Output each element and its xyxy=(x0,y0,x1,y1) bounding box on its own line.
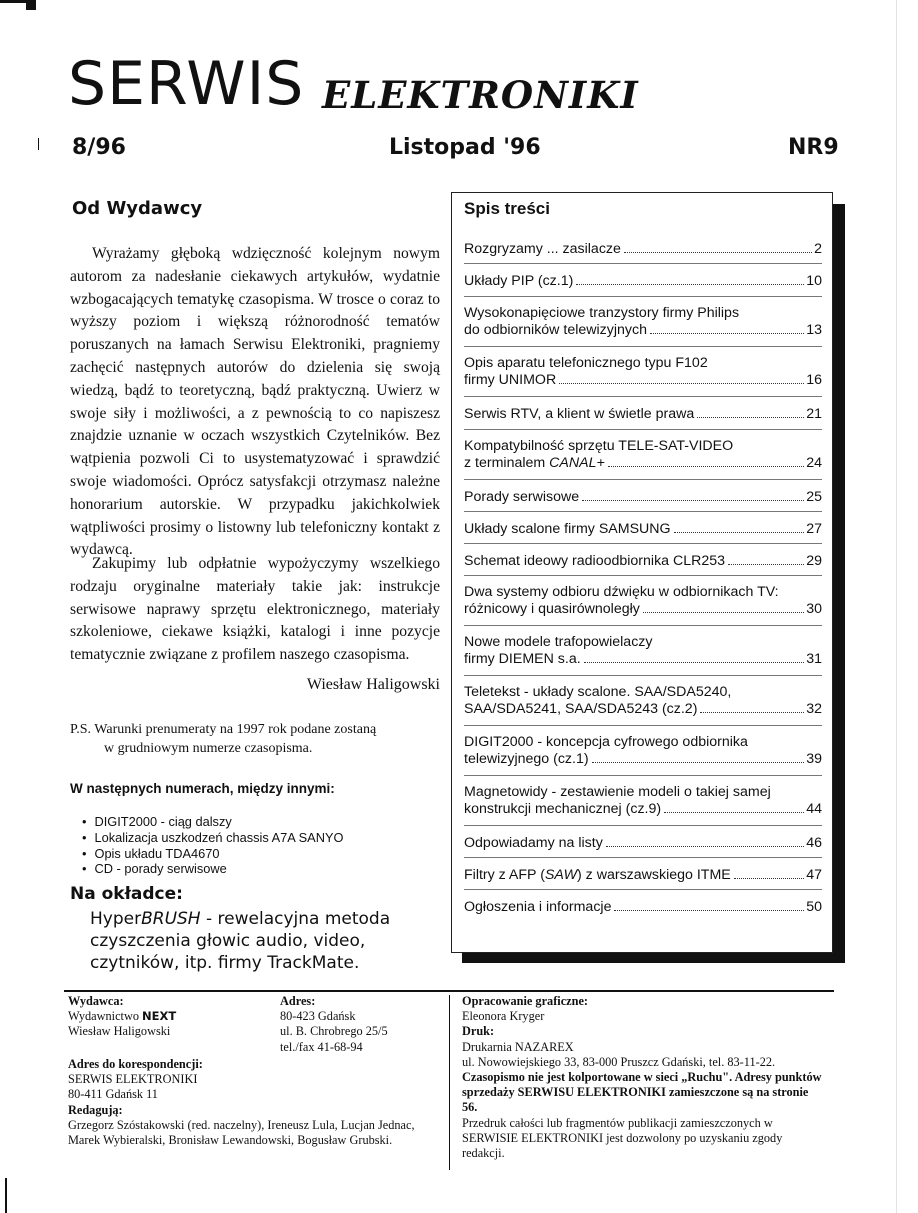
toc-leader-dots xyxy=(559,383,804,384)
toc-leader-dots xyxy=(697,417,804,418)
address-phone: tel./fax 41-68-94 xyxy=(280,1039,363,1054)
toc-separator xyxy=(464,625,822,626)
toc-entry-title: Porady serwisowe xyxy=(464,489,580,505)
cover-heading: Na okładce: xyxy=(70,884,183,904)
toc-entry-title: firmy UNIMOR xyxy=(464,372,557,388)
toc-leader-dots xyxy=(606,846,804,847)
toc-leader-dots xyxy=(582,500,804,501)
toc-page-number: 47 xyxy=(806,867,822,883)
toc-leader-dots xyxy=(728,564,804,565)
cover-brand: Hyper xyxy=(90,909,142,929)
toc-entry-row xyxy=(464,701,822,718)
editors-text: Grzegorz Szóstakowski (red. naczelny), Ireneusz Lula, Lucjan Jednac, Marek Wybieralski, Bronisław Lewandowski, Bogusław Grubski. xyxy=(68,1117,415,1148)
toc-entry-row xyxy=(464,835,822,852)
issue-number: 8/96 xyxy=(72,135,126,160)
publisher-label: Wydawca: xyxy=(68,994,124,1008)
toc-page-number: 31 xyxy=(806,651,822,667)
toc-leader-dots xyxy=(614,910,804,911)
graphic-name: Eleonora Kryger xyxy=(462,1009,545,1024)
distribution-notice: Czasopismo nie jest kolportowane w sieci „Ruchu". Adresy punktów sprzedaży SERWISU ELEKTRONIKI zamieszczone są na stronie 56. xyxy=(462,1070,822,1115)
toc-entry-title: konstrukcji mechanicznej (cz.9) xyxy=(464,801,662,817)
address-line: 80-423 Gdańsk xyxy=(280,1009,356,1024)
editorial-signature: Wiesław Haligowski xyxy=(306,676,440,693)
next-issues-list xyxy=(82,814,343,877)
address-label: Adres: xyxy=(280,994,316,1008)
toc-page-number: 2 xyxy=(814,241,822,257)
toc-separator xyxy=(464,263,822,264)
toc-page-number: 50 xyxy=(806,899,822,915)
list-item: • CD - porady serwisowe xyxy=(82,861,343,877)
toc-leader-dots xyxy=(584,662,805,663)
toc-entry-row xyxy=(464,553,822,570)
correspondence-label: Adres do korespondencji: xyxy=(68,1057,203,1071)
publisher-brand: NEXT xyxy=(142,1009,177,1024)
publisher-block xyxy=(68,994,268,1040)
toc-page-number: 21 xyxy=(806,406,822,422)
footer-column-divider xyxy=(449,995,450,1170)
toc-entry-row xyxy=(464,455,822,472)
toc-italic-term: CANAL+ xyxy=(549,455,605,471)
toc-entry-row xyxy=(464,489,822,506)
print-name: Drukarnia NAZAREX xyxy=(462,1039,574,1054)
footer-divider xyxy=(64,990,834,992)
toc-separator xyxy=(464,296,822,297)
toc-entry-title: do odbiorników telewizyjnych xyxy=(464,322,647,338)
editorial-text: Zakupimy lub odpłatnie wypożyczymy wszelkiego rodzaju oryginalne materiały takie jak: instrukcje serwisowe naprawy sprzętu elektronicznego, materiały szkoleniowe, ciekawe książki, katalogi i inne pozycje tematycznie związane z profilem naszego czasopisma. xyxy=(70,555,440,664)
list-item: • Opis układu TDA4670 xyxy=(82,846,343,862)
toc-entry-row xyxy=(464,521,822,538)
postscript-line: P.S. Warunki prenumeraty na 1997 rok podane zostaną xyxy=(70,722,377,737)
toc-entry-row xyxy=(464,406,822,423)
masthead-subtitle: ELEKTRONIKI xyxy=(322,73,639,117)
toc-entry-title: Teletekst - układy scalone. SAA/SDA5240, xyxy=(464,684,732,700)
toc-separator xyxy=(464,543,822,544)
toc-entry xyxy=(464,899,822,916)
toc-entry-title: Dwa systemy odbioru dźwięku w odbiornikach TV: xyxy=(464,584,779,600)
issue-nr: NR9 xyxy=(788,135,839,160)
toc-entry xyxy=(464,634,822,668)
toc-entry-title: Ogłoszenia i informacje xyxy=(464,899,612,915)
toc-entry xyxy=(464,355,822,389)
toc-entry xyxy=(464,438,822,472)
toc-separator xyxy=(464,511,822,512)
toc-leader-dots xyxy=(592,762,805,763)
toc-entry-title: Kompatybilność sprzętu TELE-SAT-VIDEO xyxy=(464,438,734,454)
issue-date: Listopad '96 xyxy=(389,135,541,160)
toc-separator xyxy=(464,825,822,826)
next-issues-heading: W następnych numerach, między innymi: xyxy=(70,781,335,796)
toc-entry xyxy=(464,406,822,423)
masthead-title: SERWIS xyxy=(68,49,305,119)
toc-entry-row xyxy=(464,801,822,818)
toc-entry-title: Opis aparatu telefonicznego typu F102 xyxy=(464,355,708,371)
toc-shadow xyxy=(462,952,845,963)
toc-entry-row xyxy=(464,751,822,768)
correspondence-line: 80-411 Gdańsk 11 xyxy=(68,1087,158,1102)
toc-italic-term: SAW xyxy=(544,867,577,883)
toc-leader-dots xyxy=(664,812,804,813)
toc-entry-row xyxy=(464,241,822,258)
editors-label: Redagują: xyxy=(68,1102,123,1117)
toc-entry-title: SAA/SDA5241, SAA/SDA5243 (cz.2) xyxy=(464,701,698,717)
toc-title: Spis treści xyxy=(464,199,550,218)
toc-page-number: 32 xyxy=(806,701,822,717)
toc-page-number: 25 xyxy=(806,489,822,505)
graphic-label: Opracowanie graficzne: xyxy=(462,994,589,1008)
toc-entry xyxy=(464,734,822,768)
scan-tick-mark xyxy=(38,138,39,150)
toc-separator xyxy=(464,675,822,676)
toc-separator xyxy=(464,479,822,480)
cover-text: - rewelacyjna metoda czyszczenia głowic audio, video, czytników, itp. firmy TrackMate. xyxy=(90,909,391,973)
editorial-text: Wyrażamy głęboką wdzięczność kolejnym nowym autorom za nadesłanie ciekawych artykułów, wydatnie wzbogacających tematykę czasopisma. W trosce o coraz to wyższy poziom i większą różnorodność tematów poruszanych na łamach Serwisu Elektroniki, pragniemy zachęcić następnych autorów do dzielenia się swoją wiedzą, bądź to teoretyczną, bądź praktyczną. Uwierz w swoje siły i możliwości, a z pewnością to co napiszesz znajdzie uznanie w oczach wszystkich Czytelników. Bez wątpienia pozwoli Ci to usystematyzować i sprawdzić swoje wiadomości. Oprócz satysfakcji otrzymasz należne honorarium autorskie. W przypadku jakichkolwiek wątpliwości prosimy o listowny lub telefoniczny kontakt z wydawcą. xyxy=(70,245,440,559)
toc-separator xyxy=(464,429,822,430)
toc-entry-title: Filtry z AFP (SAW) z warszawskiego ITME xyxy=(464,867,731,883)
toc-leader-dots xyxy=(643,612,804,613)
toc-separator xyxy=(464,775,822,776)
toc-entry-row xyxy=(464,601,822,618)
toc-page-number: 29 xyxy=(806,553,822,569)
toc-entry-title: Układy PIP (cz.1) xyxy=(464,273,574,289)
toc-page-number: 46 xyxy=(806,835,822,851)
print-label: Druk: xyxy=(462,1024,495,1039)
toc-page-number: 13 xyxy=(806,322,822,338)
toc-separator xyxy=(464,725,822,726)
toc-entry-title: Schemat ideowy radioodbiornika CLR253 xyxy=(464,553,726,569)
toc-entry xyxy=(464,273,822,290)
toc-entry-row xyxy=(464,867,822,884)
correspondence-block xyxy=(68,1057,443,1148)
toc-page-number: 16 xyxy=(806,372,822,388)
toc-separator xyxy=(464,396,822,397)
toc-entry-title: Układy scalone firmy SAMSUNG xyxy=(464,521,671,537)
editorial-paragraph-1 xyxy=(70,243,440,562)
toc-entry-row xyxy=(464,651,822,668)
toc-entry-row xyxy=(464,372,822,389)
toc-leader-dots xyxy=(700,712,804,713)
toc-entry xyxy=(464,835,822,852)
toc-leader-dots xyxy=(650,333,804,334)
toc-entry-row xyxy=(464,322,822,339)
list-item: • DIGIT2000 - ciąg dalszy xyxy=(82,814,343,830)
toc-page-number: 39 xyxy=(806,751,822,767)
toc-entry xyxy=(464,867,822,884)
toc-entry xyxy=(464,241,822,258)
toc-page-number: 44 xyxy=(806,801,822,817)
toc-page-number: 10 xyxy=(806,273,822,289)
toc-page-number: 24 xyxy=(806,455,822,471)
copyright-notice: Przedruk całości lub fragmentów publikacji zamieszczonych w SERWISIE ELEKTRONIKI jest dozwolony po uzyskaniu zgody redakcji. xyxy=(462,1115,783,1161)
toc-entry-title: Serwis RTV, a klient w świetle prawa xyxy=(464,406,695,422)
toc-entry-title: DIGIT2000 - koncepcja cyfrowego odbiornika xyxy=(464,734,748,750)
postscript-line: w grudniowym numerze czasopisma. xyxy=(104,741,313,756)
toc-entry-title: różnicowy i quasirównoległy xyxy=(464,601,640,617)
toc-separator xyxy=(464,857,822,858)
toc-leader-dots xyxy=(608,466,804,467)
toc-leader-dots xyxy=(674,532,805,533)
toc-entry xyxy=(464,489,822,506)
cover-description xyxy=(90,908,450,974)
correspondence-line: SERWIS ELEKTRONIKI xyxy=(68,1072,198,1087)
editorial-heading: Od Wydawcy xyxy=(72,198,203,219)
toc-leader-dots xyxy=(734,878,804,879)
toc-leader-dots xyxy=(624,252,812,253)
toc-entry xyxy=(464,584,822,618)
toc-entry-title: Magnetowidy - zestawienie modeli o takiej samej xyxy=(464,784,771,800)
toc-entry-title: Nowe modele trafopowielaczy xyxy=(464,634,653,650)
toc-entry-title: z terminalem CANAL+ xyxy=(464,455,605,471)
toc-entry-title: firmy DIEMEN s.a. xyxy=(464,651,581,667)
toc-separator xyxy=(464,346,822,347)
print-address: ul. Nowowiejskiego 33, 83-000 Pruszcz Gdański, tel. 83-11-22. xyxy=(462,1054,776,1069)
production-block xyxy=(462,994,824,1161)
toc-entry xyxy=(464,784,822,818)
publisher-person: Wiesław Haligowski xyxy=(68,1024,171,1039)
toc-page-number: 27 xyxy=(806,521,822,537)
publisher-name: Wydawnictwo xyxy=(68,1009,143,1024)
toc-entry-title: Rozgryzamy ... zasilacze xyxy=(464,241,621,257)
toc-entry-row xyxy=(464,273,822,290)
toc-page-number: 30 xyxy=(806,601,822,617)
toc-entry-row xyxy=(464,899,822,916)
address-line: ul. B. Chrobrego 25/5 xyxy=(280,1024,388,1039)
toc-entry-title: Odpowiadamy na listy xyxy=(464,835,603,851)
toc-entry xyxy=(464,553,822,570)
toc-entry-title: telewizyjnego (cz.1) xyxy=(464,751,589,767)
scan-right-edge xyxy=(896,0,918,1213)
list-item: • Lokalizacja uszkodzeń chassis A7A SANYO xyxy=(82,830,343,846)
editorial-paragraph-2 xyxy=(70,553,440,667)
scan-tick-mark xyxy=(5,1178,7,1213)
address-block xyxy=(280,994,445,1055)
scan-edge-mark xyxy=(26,0,36,10)
toc-entry xyxy=(464,305,822,339)
toc-separator xyxy=(464,889,822,890)
postscript xyxy=(70,720,450,758)
toc-entry xyxy=(464,684,822,718)
toc-separator xyxy=(464,575,822,576)
toc-shadow xyxy=(833,204,845,961)
toc-leader-dots xyxy=(576,284,804,285)
toc-entry xyxy=(464,521,822,538)
cover-brand-italic: BRUSH xyxy=(141,909,201,929)
toc-entry-title: Wysokonapięciowe tranzystory firmy Philips xyxy=(464,305,740,321)
